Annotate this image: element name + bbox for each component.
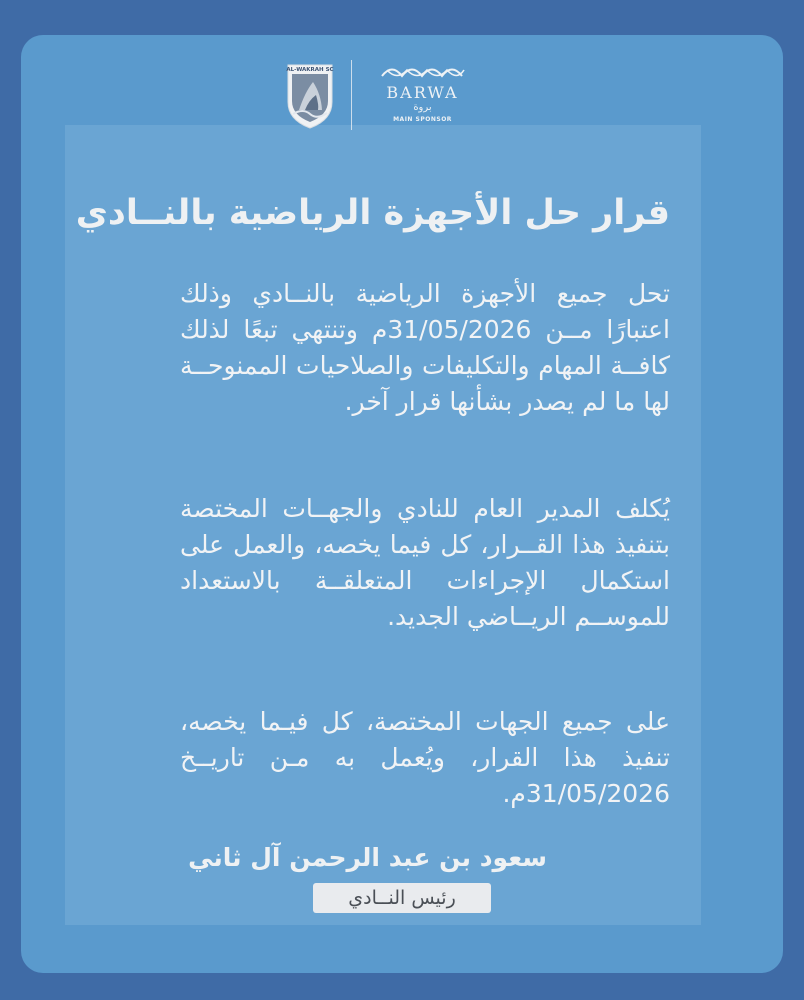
- sponsor-arabic-name: بروة: [413, 102, 432, 113]
- logo-bar: [0, 60, 762, 140]
- sponsor-name: BARWA: [386, 83, 459, 102]
- paragraph-assignment: يُكلف المدير العام للنادي والجهــات المختصة بتنفيذ هذا القــرار، كل فيما يخصه، والعمل على استكمال الإجراءات المتعلقــة بالاستعداد للموســم الريــاضي الجديد.: [180, 494, 670, 631]
- club-crest-label: AL-WAKRAH SC: [285, 67, 334, 73]
- club-crest-icon: [285, 60, 335, 130]
- sponsor-tag: MAIN SPONSOR: [393, 116, 452, 123]
- page-title: قرار حل الأجهزة الرياضية بالنــادي: [75, 193, 670, 233]
- signatory-name: سعود بن عبد الرحمن آل ثاني: [188, 843, 547, 872]
- signatory-title-badge: رئيس النــادي: [313, 883, 491, 913]
- sponsor-wave-icon: [378, 60, 468, 82]
- logo-divider: [351, 60, 352, 130]
- paragraph-dissolution: تحل جميع الأجهزة الرياضية بالنــادي وذلك اعتبارًا مــن 31/05/2026م وتنتهي تبعًا لذلك كافــة المهام والتكليفات والصلاحيات الممنوحــة لها ما لم يصدر بشأنها قرار آخر.: [180, 279, 670, 416]
- paragraph-implementation: على جميع الجهات المختصة، كل فيـما يخصه، تنفيذ هذا القرار، ويُعمل به مـن تاريــخ 31/05/2026م.: [180, 707, 670, 808]
- sponsor-logo: [368, 60, 478, 123]
